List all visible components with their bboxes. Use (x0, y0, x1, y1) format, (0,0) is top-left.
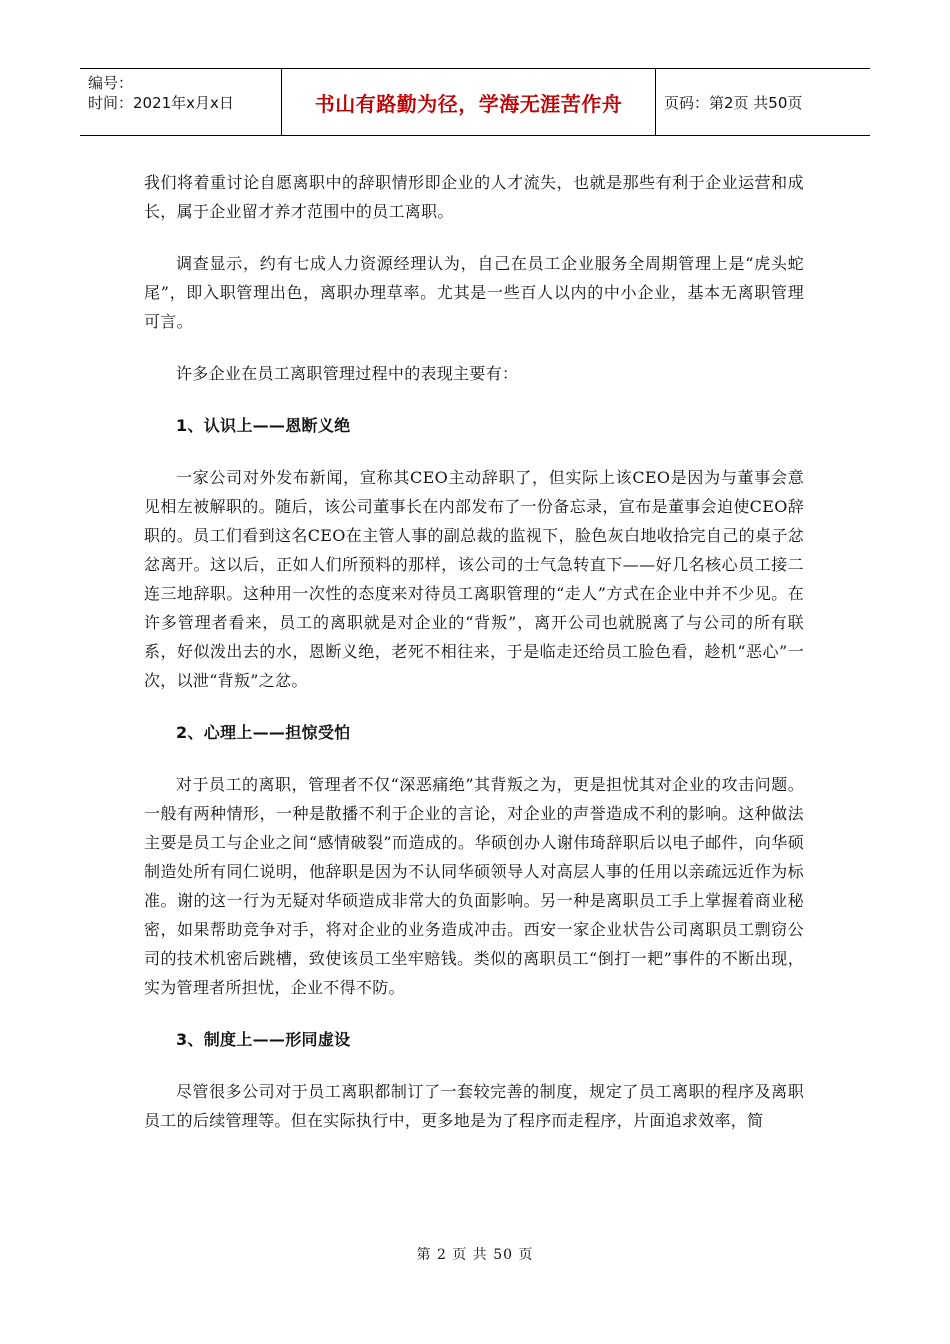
header-page-info: 页码：第2页 共50页 (664, 93, 803, 112)
date-label: 时间：2021年x月x日 (88, 94, 234, 112)
document-body (144, 168, 804, 1158)
header-motto: 书山有路勤为径，学海无涯苦作舟 (282, 69, 656, 135)
paragraph: 尽管很多公司对于员工离职都制订了一套较完善的制度，规定了员工离职的程序及离职员工的后续管理等。但在实际执行中，更多地是为了程序而走程序，片面追求效率，简 (144, 1082, 804, 1130)
section-heading: 2、心理上——担惊受怕 (176, 723, 351, 742)
section-heading: 1、认识上——恩断义绝 (176, 416, 351, 435)
paragraph: 许多企业在员工离职管理过程中的表现主要有： (176, 364, 519, 383)
paragraph: 对于员工的离职，管理者不仅“深恶痛绝”其背叛之为，更是担忧其对企业的攻击问题。一般有两种情形，一种是散播不利于企业的言论，对企业的声誉造成不利的影响。这种做法主要是员工与企业之间“感情破裂”而造成的。华硕创办人谢伟琦辞职后以电子邮件，向华硕制造处所有同仁说明，他辞职是因为不认同华硕领导人对高层人事的任用以亲疏远近作为标准。谢的这一行为无疑对华硕造成非常大的负面影响。另一种是离职员工手上掌握着商业秘密，如果帮助竞争对手，将对企业的业务造成冲击。西安一家企业状告公司离职员工剽窃公司的技术机密后跳槽，致使该员工坐牢赔钱。类似的离职员工“倒打一耙”事件的不断出现，实为管理者所担忧，企业不得不防。 (144, 775, 804, 997)
number-label: 编号： (88, 74, 134, 92)
paragraph: 我们将着重讨论自愿离职中的辞职情形即企业的人才流失，也就是那些有利于企业运营和成长，属于企业留才养才范围中的员工离职。 (144, 173, 804, 221)
paragraph: 调查显示，约有七成人力资源经理认为，自己在员工企业服务全周期管理上是“虎头蛇尾”，即入职管理出色，离职办理草率。尤其是一些百人以内的中小企业，基本无离职管理可言。 (144, 254, 804, 331)
page-footer: 第 2 页 共 50 页 (416, 1247, 534, 1263)
paragraph: 一家公司对外发布新闻，宣称其CEO主动辞职了，但实际上该CEO是因为与董事会意见相左被解职的。随后，该公司董事长在内部发布了一份备忘录，宣布是董事会迫使CEO辞职的。员工们看到这名CEO在主管人事的副总裁的监视下，脸色灰白地收拾完自己的桌子忿忿离开。这以后，正如人们所预料的那样，该公司的士气急转直下——好几名核心员工接二连三地辞职。这种用一次性的态度来对待员工离职管理的“走人”方式在企业中并不少见。在许多管理者看来，员工的离职就是对企业的“背叛”，离开公司也就脱离了与公司的所有联系，好似泼出去的水，恩断义绝，老死不相往来，于是临走还给员工脸色看，趁机“恶心”一次，以泄“背叛”之忿。 (144, 468, 804, 690)
header-meta (80, 69, 282, 135)
document-header (80, 68, 870, 136)
section-heading: 3、制度上——形同虚设 (176, 1030, 351, 1049)
